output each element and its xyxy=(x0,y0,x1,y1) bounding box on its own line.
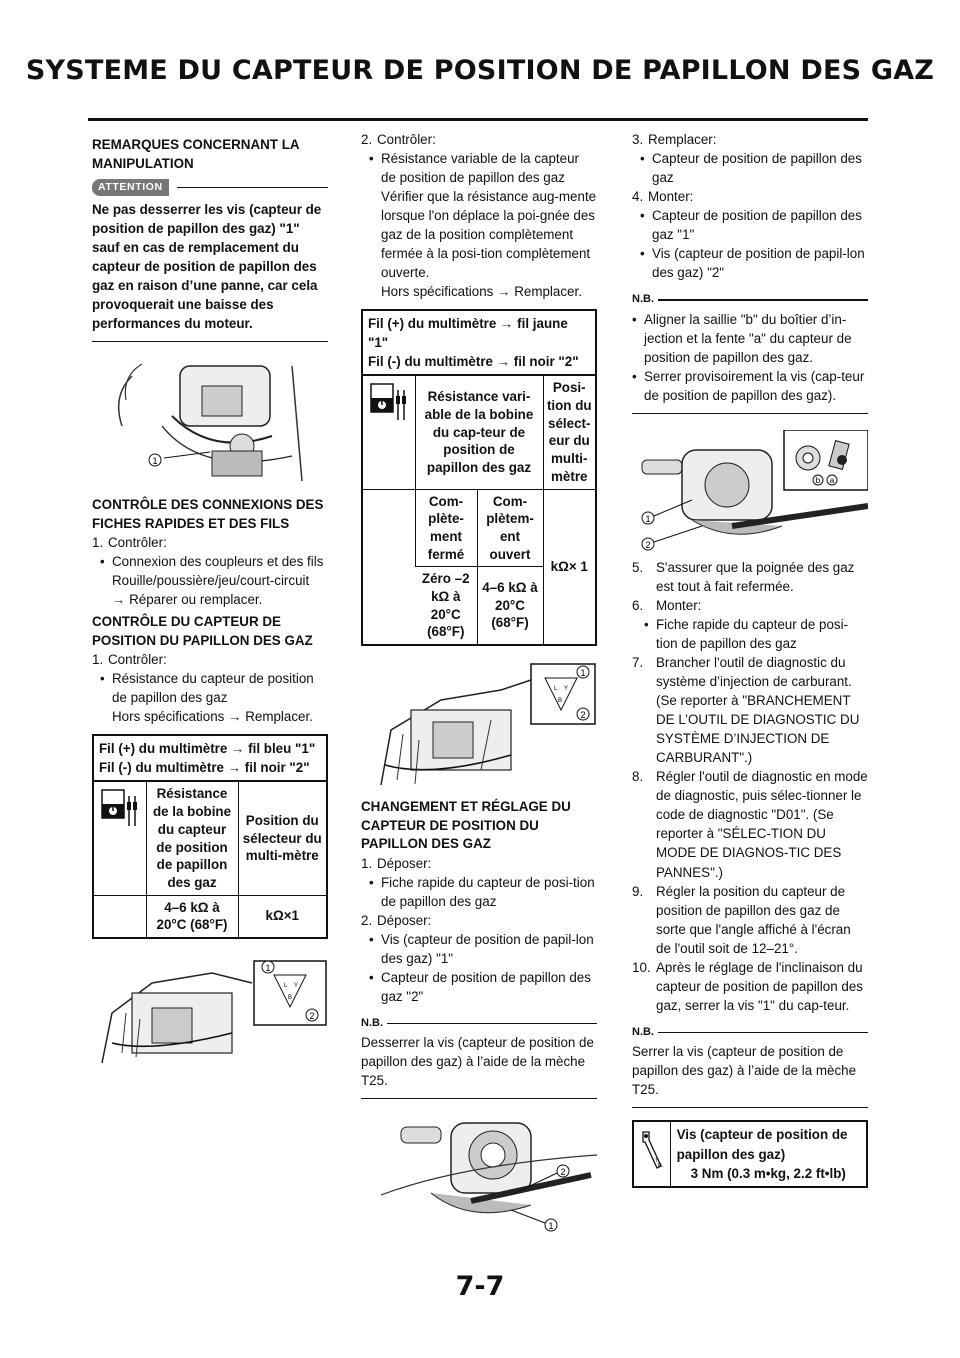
bullet-text: Vis (capteur de position de papil-lon des gaz) "1" xyxy=(381,931,594,966)
bullet-text: Capteur de position de papillon des gaz "2" xyxy=(381,969,591,1004)
svg-text:Y: Y xyxy=(294,982,299,989)
step-text: Monter: xyxy=(648,189,694,205)
note-label: N.B. xyxy=(361,1016,383,1029)
bullet-icon: • xyxy=(369,874,374,890)
step-text: Brancher l'outil de diagnostic du système d’injection de carburant. (Se reporter à "BRANCHEMENT DE L’OUTIL DE DIAGNOSTIC DU SYSTÈME D’INJECTION DE CARBURANT".) xyxy=(656,655,860,766)
note-label: N.B. xyxy=(632,1025,654,1038)
fig-callout-a: a xyxy=(829,476,835,486)
bullet-icon: • xyxy=(640,151,645,167)
table-value: kΩ×1 xyxy=(238,895,326,937)
svg-text:L: L xyxy=(554,686,558,692)
torque-icon-cell xyxy=(634,1122,671,1185)
bullet-icon: • xyxy=(632,311,637,327)
step-detail: Rouille/poussière/jeu/court-circuit xyxy=(112,573,310,589)
note-text: Serrer la vis (capteur de position de papillon des gaz) à l’aide de la mèche T25. xyxy=(632,1040,868,1108)
step-number: 9. xyxy=(632,883,644,899)
table-header: Com-plète-ment fermé xyxy=(415,489,477,567)
title-rule xyxy=(88,118,868,121)
heading-connections: CONTRÔLE DES CONNEXIONS DES FICHES RAPIDES ET DES FILS xyxy=(92,497,324,531)
attention-tag: ATTENTION xyxy=(92,179,169,196)
step-number: 2. xyxy=(361,912,373,928)
table-value: 4–6 kΩ à 20°C (68°F) xyxy=(477,567,543,644)
table-value: 4–6 kΩ à 20°C (68°F) xyxy=(146,895,238,937)
note-block xyxy=(632,1025,868,1109)
multimeter-icon-cell xyxy=(363,376,415,489)
column-3 xyxy=(632,130,868,1188)
box-header-line: Fil (+) du multimètre → fil jaune "1" xyxy=(368,316,568,351)
bullet-text: Capteur de position de papillon des gaz "1" xyxy=(652,208,862,243)
multimeter-icon xyxy=(370,382,408,422)
step-number: 1. xyxy=(361,855,373,871)
bullet-icon: • xyxy=(369,151,374,167)
svg-text:R.: R. xyxy=(657,1163,663,1170)
step-number: 8. xyxy=(632,769,644,785)
step-detail: Hors spécifications → Remplacer. xyxy=(112,709,313,725)
step-number: 2. xyxy=(361,132,373,147)
spec-box-resistance xyxy=(92,734,328,939)
figure-sensor-install xyxy=(632,430,868,552)
step-number: 5. xyxy=(632,560,644,576)
fig-callout-2: 2 xyxy=(645,540,651,551)
table-header: Com-plètem-ent ouvert xyxy=(477,489,543,567)
fig1-callout-1: 1 xyxy=(152,456,158,467)
step-text: Remplacer: xyxy=(648,132,717,147)
note-label: N.B. xyxy=(632,293,654,306)
step-number: 10. xyxy=(632,959,651,975)
step-text: Régler l'outil de diagnostic en mode de diagnostic, puis sélec-tionner le code de diagnostic "D01". (Se reporter à "SÉLEC-TION DU MODE DE DIAGNOS-TIC DES PANNES".) xyxy=(656,769,868,880)
svg-text:B: B xyxy=(558,698,563,704)
torque-value: 3 Nm (0.3 m•kg, 2.2 ft•lb) xyxy=(690,1165,846,1181)
bullet-icon: • xyxy=(632,368,637,384)
attention-block xyxy=(92,179,328,342)
step-text: Déposer: xyxy=(377,855,432,871)
table-header: Posi-tion du sélect-eur du multi-mètre xyxy=(543,376,595,489)
bullet-text: Résistance du capteur de position de papillon des gaz xyxy=(112,671,314,706)
spec-box-variable-resistance xyxy=(361,309,597,646)
step-number: 1. xyxy=(92,535,104,551)
step-text: Contrôler: xyxy=(377,132,436,147)
torque-spec-box xyxy=(632,1120,868,1187)
bullet-text: Fiche rapide du capteur de posi-tion de papillon des gaz xyxy=(381,874,595,909)
torque-title: Vis (capteur de position de papillon des gaz) xyxy=(676,1127,848,1162)
bullet-icon: • xyxy=(100,671,105,687)
step-text: Contrôler: xyxy=(108,652,167,668)
step-number: 3. xyxy=(632,132,644,147)
column-2 xyxy=(361,130,597,1235)
note-block xyxy=(632,292,868,414)
fig-callout-b: b xyxy=(815,476,821,486)
step-detail: Vérifier que la résistance aug-mente lorsque l'on déplace la poi-gnée des gaz de la position complètement fermée à la posi-tion complètement ouverte. xyxy=(381,189,597,281)
heading-handling-notes: REMARQUES CONCERNANT LA MANIPULATION xyxy=(92,137,300,171)
step-number: 1. xyxy=(92,652,104,668)
spec-table xyxy=(363,376,595,644)
step-text: Contrôler: xyxy=(108,535,167,551)
bullet-text: Connexion des coupleurs et des fils xyxy=(112,554,324,570)
bullet-text: Capteur de position de papillon des gaz xyxy=(652,151,862,186)
step-text: Régler la position du capteur de position de papillon des gaz de sorte que l'angle affiché à l'écran de l'outil soit de 12–21°. xyxy=(656,883,851,956)
column-1 xyxy=(92,130,328,1071)
note-block xyxy=(361,1016,597,1100)
torque-wrench-icon xyxy=(637,1128,667,1172)
table-header: Résistance de la bobine du capteur de position de papillon des gaz xyxy=(146,782,238,895)
figure-tps-connector-col2 xyxy=(361,660,597,790)
bullet-icon: • xyxy=(640,208,645,224)
step-number: 6. xyxy=(632,598,644,614)
heading-replace-adjust: CHANGEMENT ET RÉGLAGE DU CAPTEUR DE POSITION DU PAPILLON DES GAZ xyxy=(361,799,571,851)
bullet-text: Résistance variable de la capteur de position de papillon des gaz xyxy=(381,151,579,186)
note-text: Desserrer la vis (capteur de position de papillon des gaz) à l’aide de la mèche T25. xyxy=(361,1031,597,1099)
fig-callout-2: 2 xyxy=(560,1167,566,1178)
page-number: 7-7 xyxy=(455,1271,505,1302)
step-text: Déposer: xyxy=(377,912,432,928)
heading-tps-check: CONTRÔLE DU CAPTEUR DE POSITION DU PAPILLON DES GAZ xyxy=(92,614,313,648)
svg-text:T.: T. xyxy=(654,1158,659,1165)
fig-callout-1: 1 xyxy=(548,1221,554,1232)
table-value: kΩ× 1 xyxy=(543,489,595,644)
step-text: Monter: xyxy=(656,598,702,614)
fig-callout-1: 1 xyxy=(580,668,586,678)
note-bullet-text: Aligner la saillie "b" du boîtier d’in-jection et la fente "a" du capteur de position de papillon des gaz. xyxy=(644,311,852,365)
table-value: Zéro –2 kΩ à 20°C (68°F) xyxy=(415,567,477,644)
svg-text:L: L xyxy=(284,982,288,989)
box-header-line: Fil (+) du multimètre → fil bleu "1" xyxy=(99,741,316,757)
bullet-icon: • xyxy=(100,554,105,570)
step-number: 7. xyxy=(632,655,644,671)
bullet-text: Vis (capteur de position de papil-lon des gaz) "2" xyxy=(652,246,865,281)
fig2-callout-1: 1 xyxy=(265,962,271,973)
table-header: Résistance vari-able de la bobine du cap-teur de position de papillon des gaz xyxy=(415,376,543,489)
step-detail: Hors spécifications → Remplacer. xyxy=(381,284,582,300)
bullet-icon: • xyxy=(644,617,649,633)
fig-callout-1: 1 xyxy=(645,514,651,525)
figure-throttle-body xyxy=(361,1115,597,1235)
step-detail: → Réparer ou remplacer. xyxy=(112,592,263,608)
bullet-icon: • xyxy=(369,931,374,947)
bullet-icon: • xyxy=(640,246,645,262)
step-text: Après le réglage de l'inclinaison du capteur de position de papillon des gaz, serrer la vis "1" du cap-teur. xyxy=(656,959,863,1013)
bullet-icon: • xyxy=(369,969,374,985)
box-header-line: Fil (-) du multimètre → fil noir "2" xyxy=(99,760,310,776)
figure-throttle-sensor-location xyxy=(92,356,328,486)
step-text: S'assurer que la poignée des gaz est tout à fait refermée. xyxy=(656,560,855,595)
page-title: SYSTEME DU CAPTEUR DE POSITION DE PAPILLON DES GAZ xyxy=(25,55,935,86)
svg-text:B: B xyxy=(288,994,293,1001)
bullet-text: Fiche rapide du capteur de posi-tion de papillon des gaz xyxy=(656,617,849,652)
figure-tps-connector-col1 xyxy=(92,953,328,1071)
svg-text:Y: Y xyxy=(564,686,569,692)
fig-callout-2: 2 xyxy=(580,710,586,720)
attention-text: Ne pas desserrer les vis (capteur de position de papillon des gaz) "1" sauf en cas de remplacement du capteur de position de papillon des gaz en raison d’une panne, car cela provoquerait une baisse des performances du moteur. xyxy=(92,200,328,342)
multimeter-icon xyxy=(101,788,139,828)
step-number: 4. xyxy=(632,189,644,205)
spec-table xyxy=(94,782,326,937)
multimeter-icon-cell xyxy=(94,782,146,895)
table-header: Position du sélecteur du multi-mètre xyxy=(238,782,326,895)
attention-rule xyxy=(177,187,328,189)
note-bullet-text: Serrer provisoirement la vis (cap-teur de position de papillon des gaz). xyxy=(644,368,865,403)
fig2-callout-2: 2 xyxy=(309,1010,315,1021)
box-header-line: Fil (-) du multimètre → fil noir "2" xyxy=(368,354,579,370)
